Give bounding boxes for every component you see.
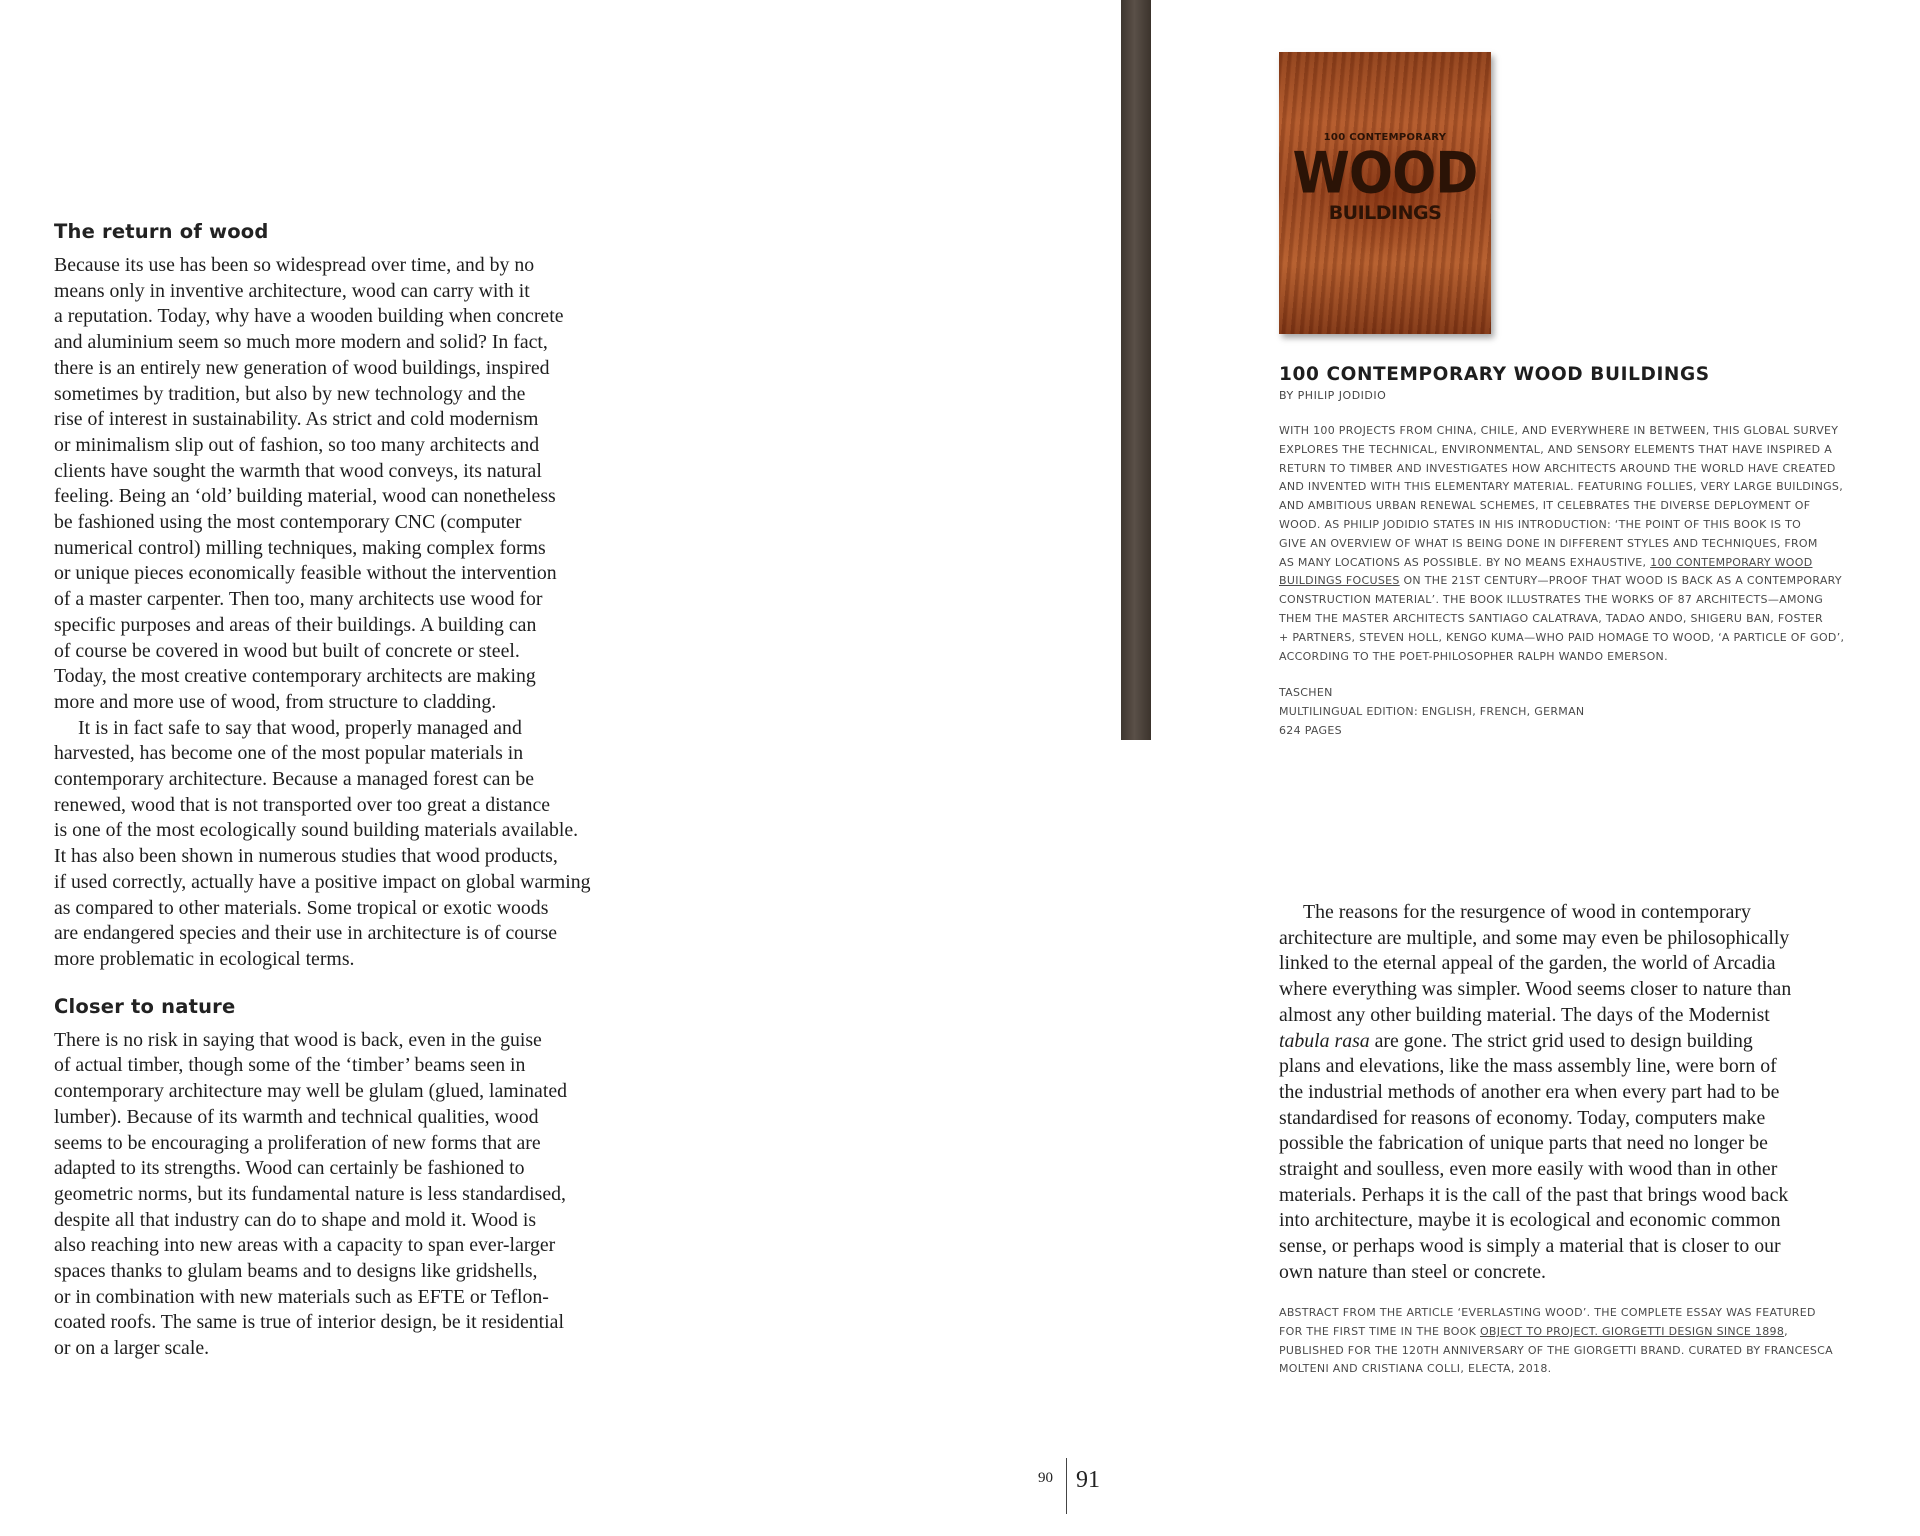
- text-line: renewed, wood that is not transported over too great a distance: [54, 793, 551, 816]
- text-line: are endangered species and their use in architecture is of course: [54, 922, 558, 945]
- desc-line: EXPLORES THE TECHNICAL, ENVIRONMENTAL, AND SENSORY ELEMENTS THAT HAVE INSPIRED A: [1279, 442, 1833, 456]
- desc-line: THEM THE MASTER ARCHITECTS SANTIAGO CALATRAVA, TADAO ANDO, SHIGERU BAN, FOSTER: [1279, 611, 1823, 625]
- text-line: if used correctly, actually have a positive impact on global warming: [54, 870, 591, 893]
- text-line: There is no risk in saying that wood is back, even in the guise: [54, 1028, 542, 1051]
- abstract-line: MOLTENI AND CRISTIANA COLLI, ELECTA, 2018.: [1279, 1362, 1552, 1376]
- text-line: more and more use of wood, from structure to cladding.: [54, 690, 497, 713]
- book-publisher: TASCHEN: [1279, 686, 1333, 700]
- text-line: and aluminium seem so much more modern and solid? In fact,: [54, 331, 548, 354]
- text-line: geometric norms, but its fundamental nature is less standardised,: [54, 1182, 566, 1205]
- page-number-right: 91: [1076, 1467, 1100, 1493]
- book-title-reference: BUILDINGS FOCUSES: [1279, 574, 1400, 588]
- text-line: materials. Perhaps it is the call of the past that brings wood back: [1279, 1183, 1789, 1206]
- text-line: Today, the most creative contemporary architects are making: [54, 665, 536, 688]
- text-line: straight and soulless, even more easily with wood than in other: [1279, 1158, 1778, 1181]
- page-number-left: 90: [1038, 1470, 1053, 1486]
- text-line: as compared to other materials. Some tropical or exotic woods: [54, 896, 549, 919]
- text-line: also reaching into new areas with a capacity to span ever-larger: [54, 1234, 556, 1257]
- paragraph-return-of-wood: [54, 253, 694, 716]
- source-book-reference: OBJECT TO PROJECT. GIORGETTI DESIGN SINCE 1898: [1479, 1324, 1785, 1338]
- abstract-note: [1279, 1304, 1899, 1379]
- desc-line: [1279, 554, 1899, 573]
- text-line: or minimalism slip out of fashion, so too many architects and: [54, 433, 540, 456]
- book-description: [1279, 422, 1899, 666]
- text-line: specific purposes and areas of their buildings. A building can: [54, 613, 537, 636]
- text-line: harvested, has become one of the most popular materials in: [54, 742, 524, 765]
- desc-line: ACCORDING TO THE POET-PHILOSOPHER RALPH WANDO EMERSON.: [1279, 649, 1668, 663]
- text-line: linked to the eternal appeal of the garden, the world of Arcadia: [1279, 952, 1776, 975]
- text-line: contemporary architecture. Because a managed forest can be: [54, 768, 534, 791]
- desc-line: [1279, 572, 1899, 591]
- text-line: spaces thanks to glulam beams and to designs like gridshells,: [54, 1260, 538, 1283]
- text-span: are gone. The strict grid used to design building: [1369, 1029, 1753, 1052]
- desc-line: AND AMBITIOUS URBAN RENEWAL SCHEMES, IT CELEBRATES THE DIVERSE DEPLOYMENT OF: [1279, 499, 1811, 513]
- text-line: means only in inventive architecture, wood can carry with it: [54, 279, 530, 302]
- wood-divider-bar: [1121, 0, 1151, 740]
- book-author: BY PHILIP JODIDIO: [1279, 389, 1387, 402]
- text-line: or in combination with new materials such as EFTE or Teflon-: [54, 1285, 549, 1308]
- desc-text: ON THE 21ST CENTURY—PROOF THAT WOOD IS BACK AS A CONTEMPORARY: [1399, 574, 1842, 588]
- desc-line: AND INVENTED WITH THIS ELEMENTARY MATERIAL. FEATURING FOLLIES, VERY LARGE BUILDINGS,: [1279, 480, 1843, 494]
- cover-top-text: 100 CONTEMPORARY: [1323, 132, 1447, 143]
- text-line: into architecture, maybe it is ecological and economic common: [1279, 1209, 1781, 1232]
- text-line: possible the fabrication of unique parts that need no longer be: [1279, 1132, 1768, 1155]
- text-line: the industrial methods of another era when every part had to be: [1279, 1080, 1780, 1103]
- section-heading-closer-to-nature: Closer to nature: [54, 994, 236, 1018]
- text-line: is one of the most ecologically sound building materials available.: [54, 819, 579, 842]
- text-line: sense, or perhaps wood is simply a material that is closer to our: [1279, 1235, 1781, 1258]
- text-line: or on a larger scale.: [54, 1337, 210, 1360]
- text-line: a reputation. Today, why have a wooden building when concrete: [54, 305, 564, 328]
- text-line: or unique pieces economically feasible without the intervention: [54, 562, 557, 585]
- text-line: numerical control) milling techniques, making complex forms: [54, 536, 546, 559]
- left-column: [54, 220, 694, 1362]
- text-line: of course be covered in wood but built of concrete or steel.: [54, 639, 520, 662]
- text-line: clients have sought the warmth that wood conveys, its natural: [54, 459, 542, 482]
- desc-line: CONSTRUCTION MATERIAL’. THE BOOK ILLUSTRATES THE WORKS OF 87 ARCHITECTS—AMONG: [1279, 593, 1824, 607]
- text-line: plans and elevations, like the mass assembly line, were born of: [1279, 1055, 1777, 1078]
- text-line: almost any other building material. The days of the Modernist: [1279, 1003, 1770, 1026]
- text-line: sometimes by tradition, but also by new technology and the: [54, 382, 526, 405]
- text-line: [1279, 1029, 1899, 1055]
- paragraph-safe-to-say: [54, 716, 694, 973]
- book-pages: 624 PAGES: [1279, 723, 1342, 737]
- italic-term: tabula rasa: [1279, 1029, 1370, 1052]
- text-line: It is in fact safe to say that wood, properly managed and: [78, 716, 522, 739]
- section-heading-return-of-wood: The return of wood: [54, 220, 269, 243]
- text-line: adapted to its strengths. Wood can certainly be fashioned to: [54, 1157, 525, 1180]
- text-line: there is an entirely new generation of wood buildings, inspired: [54, 356, 550, 379]
- text-line: architecture are multiple, and some may even be philosophically: [1279, 926, 1790, 949]
- text-line: where everything was simpler. Wood seems closer to nature than: [1279, 978, 1792, 1001]
- text-line: It has also been shown in numerous studies that wood products,: [54, 845, 558, 868]
- text-line: coated roofs. The same is true of interior design, be it residential: [54, 1311, 564, 1334]
- book-meta: [1279, 684, 1899, 740]
- text-line: The reasons for the resurgence of wood in contemporary: [1303, 901, 1751, 923]
- cover-sub-text: BUILDINGS: [1328, 202, 1442, 224]
- text-line: of a master carpenter. Then too, many architects use wood for: [54, 588, 543, 611]
- desc-line: + PARTNERS, STEVEN HOLL, KENGO KUMA—WHO PAID HOMAGE TO WOOD, ‘A PARTICLE OF GOD’,: [1279, 630, 1845, 644]
- book-title: 100 CONTEMPORARY WOOD BUILDINGS: [1279, 364, 1710, 385]
- text-line: own nature than steel or concrete.: [1279, 1260, 1546, 1283]
- text-line: seems to be encouraging a proliferation of new forms that are: [54, 1131, 541, 1154]
- folio-divider: [1066, 1458, 1067, 1514]
- text-line: more problematic in ecological terms.: [54, 947, 355, 970]
- text-line: contemporary architecture may well be glulam (glued, laminated: [54, 1080, 568, 1103]
- book-cover-image: [1279, 52, 1491, 334]
- book-edition: MULTILINGUAL EDITION: ENGLISH, FRENCH, GERMAN: [1279, 705, 1585, 719]
- book-info: [1279, 364, 1899, 741]
- abstract-text: FOR THE FIRST TIME IN THE BOOK: [1279, 1324, 1480, 1338]
- cover-main-text: WOOD: [1292, 141, 1478, 207]
- text-line: despite all that industry can do to shape and mold it. Wood is: [54, 1208, 537, 1231]
- desc-line: GIVE AN OVERVIEW OF WHAT IS BEING DONE IN DIFFERENT STYLES AND TECHNIQUES, FROM: [1279, 536, 1818, 550]
- desc-line: RETURN TO TIMBER AND INVESTIGATES HOW ARCHITECTS AROUND THE WORLD HAVE CREATED: [1279, 461, 1836, 475]
- text-line: Because its use has been so widespread over time, and by no: [54, 254, 535, 276]
- text-line: standardised for reasons of economy. Today, computers make: [1279, 1106, 1766, 1129]
- text-line: rise of interest in sustainability. As strict and cold modernism: [54, 408, 539, 431]
- text-line: of actual timber, though some of the ‘timber’ beams seen in: [54, 1054, 526, 1077]
- abstract-line: PUBLISHED FOR THE 120TH ANNIVERSARY OF THE GIORGETTI BRAND. CURATED BY FRANCESCA: [1279, 1343, 1833, 1357]
- book-title-reference: 100 CONTEMPORARY WOOD: [1650, 555, 1813, 569]
- abstract-text: ,: [1784, 1324, 1788, 1338]
- paragraph-closer-to-nature: [54, 1028, 694, 1362]
- abstract-line: [1279, 1323, 1899, 1342]
- paragraph-resurgence: [1279, 900, 1899, 1286]
- text-line: be fashioned using the most contemporary CNC (computer: [54, 511, 522, 534]
- desc-line: WITH 100 PROJECTS FROM CHINA, CHILE, AND EVERYWHERE IN BETWEEN, THIS GLOBAL SURVEY: [1279, 424, 1839, 437]
- text-line: feeling. Being an ‘old’ building material, wood can nonetheless: [54, 485, 556, 508]
- abstract-line: ABSTRACT FROM THE ARTICLE ‘EVERLASTING WOOD’. THE COMPLETE ESSAY WAS FEATURED: [1279, 1306, 1816, 1319]
- desc-line: WOOD. AS PHILIP JODIDIO STATES IN HIS INTRODUCTION: ‘THE POINT OF THIS BOOK IS TO: [1279, 517, 1802, 531]
- text-line: lumber). Because of its warmth and technical qualities, wood: [54, 1105, 539, 1128]
- desc-text: AS MANY LOCATIONS AS POSSIBLE. BY NO MEANS EXHAUSTIVE,: [1279, 555, 1651, 569]
